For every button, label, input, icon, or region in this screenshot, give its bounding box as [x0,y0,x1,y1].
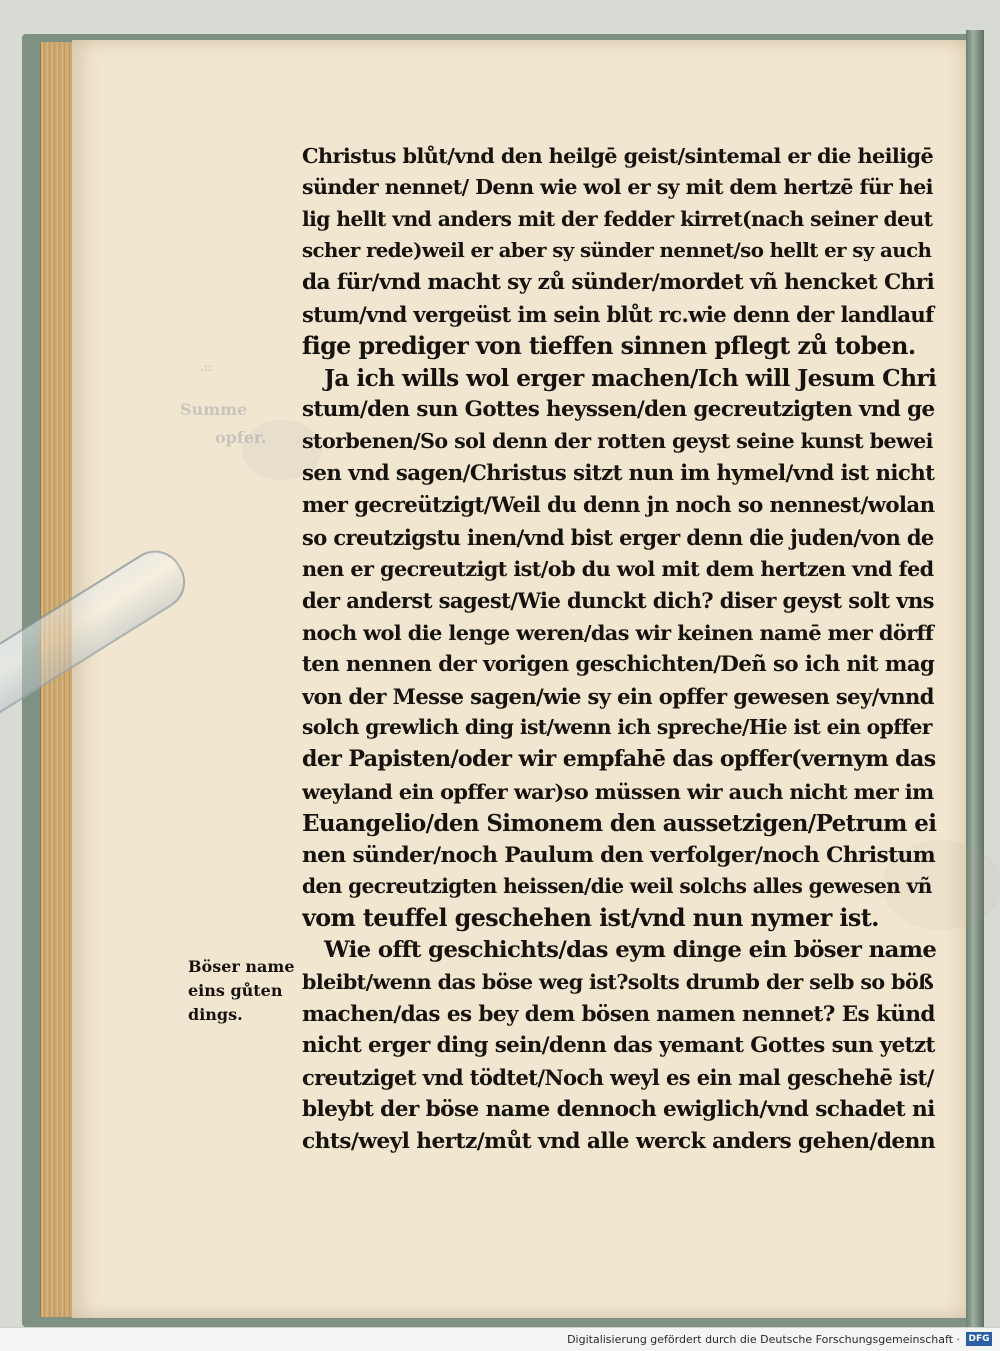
text-line: bleibt/wenn das böse weg ist?solts drumb der selb so böß [302,969,934,994]
dfg-logo: DFG [966,1332,992,1346]
text-line: stum/den sun Gottes heyssen/den gecreutzigten vnd ge [302,397,935,423]
text-line: den gecreutzigten heissen/die weil solchs alles gewesen vñ [302,874,932,899]
text-line: Wie offt geschichts/das eym dinge ein böser name [324,936,937,963]
text-line: noch wol die lenge weren/das wir keinen namē mer dörff [302,619,934,645]
text-line: mer gecreützigt/Weil du denn jn noch so nennest/wolan [302,492,935,518]
text-line: scher rede)weil er aber sy sünder nennet/so hellt er sy auch [302,238,932,263]
text-line: nicht erger ding sein/denn das yemant Gottes sun yetzt [302,1033,935,1059]
marginal-note-line: dings. [188,1005,243,1024]
text-line: sünder nennet/ Denn wie wol er sy mit dem hertzē für hei [302,174,933,199]
text-line: Christus blůt/vnd den heilgē geist/sintemal er die heiligē [302,143,934,168]
text-line: von der Messe sagen/wie sy ein opffer gewesen sey/vnnd [302,683,934,709]
text-line: vom teuffel geschehen ist/vnd nun nymer ist. [302,904,879,933]
text-line: nen sünder/noch Paulum den verfolger/noch Christum [302,842,936,868]
text-line: Euangelio/den Simonem den aussetzigen/Petrum ei [302,809,937,837]
marginal-note-line: eins gůten [188,981,283,1000]
text-line: bleybt der böse name dennoch ewiglich/vnd schadet ni [302,1096,935,1122]
book-spine-edge [966,30,984,1327]
text-line: stum/vnd vergeüst im sein blůt rc.wie denn der landlauf [302,301,934,327]
text-line: ten nennen der vorigen geschichten/Deñ so ich nit mag [302,651,935,677]
main-text-block [302,140,942,1158]
text-line: weyland ein opffer war)so müssen wir auch nicht mer im [302,778,934,804]
text-line: chts/weyl hertz/můt vnd alle werck anders gehen/denn [302,1128,936,1154]
text-line: Ja ich wills wol erger machen/Ich will Jesum Chri [324,364,937,392]
funding-credit: Digitalisierung gefördert durch die Deutsche Forschungsgemeinschaft · [567,1333,960,1346]
marginal-note [188,955,306,1027]
text-line: der anderst sagest/Wie dunckt dich? diser geyst solt vns [302,588,934,614]
text-line: der Papisten/oder wir empfahē das opffer(vernym das [302,746,936,773]
text-line: lig hellt vnd anders mit der fedder kirret(nach seiner deut [302,206,933,231]
text-line: da für/vnd macht sy zů sünder/mordet vñ hencket Chri [302,270,935,296]
show-through-ink: opfer. [215,428,267,447]
marginal-note-line: Böser name [188,957,295,976]
text-line: nen er gecreutzigt ist/ob du wol mit dem hertzen vnd fed [302,556,934,582]
text-line: creutziget vnd tödtet/Noch weyl es ein mal geschehē ist/ [302,1065,934,1091]
text-line: machen/das es bey dem bösen namen nennet? Es künd [302,1001,935,1027]
text-line: solch grewlich ding ist/wenn ich spreche/Hie ist ein opffer [302,715,932,740]
text-line: sen vnd sagen/Christus sitzt nun im hymel/vnd ist nicht [302,460,935,486]
show-through-ink: .:: [200,360,212,374]
text-line: storbenen/So sol denn der rotten geyst seine kunst bewei [302,429,933,454]
text-line: fige prediger von tieffen sinnen pflegt zů toben. [302,331,916,360]
footer-bar [0,1327,1000,1351]
text-line: so creutzigstu inen/vnd bist erger denn die juden/von de [302,524,934,550]
show-through-ink: Summe [180,400,248,419]
